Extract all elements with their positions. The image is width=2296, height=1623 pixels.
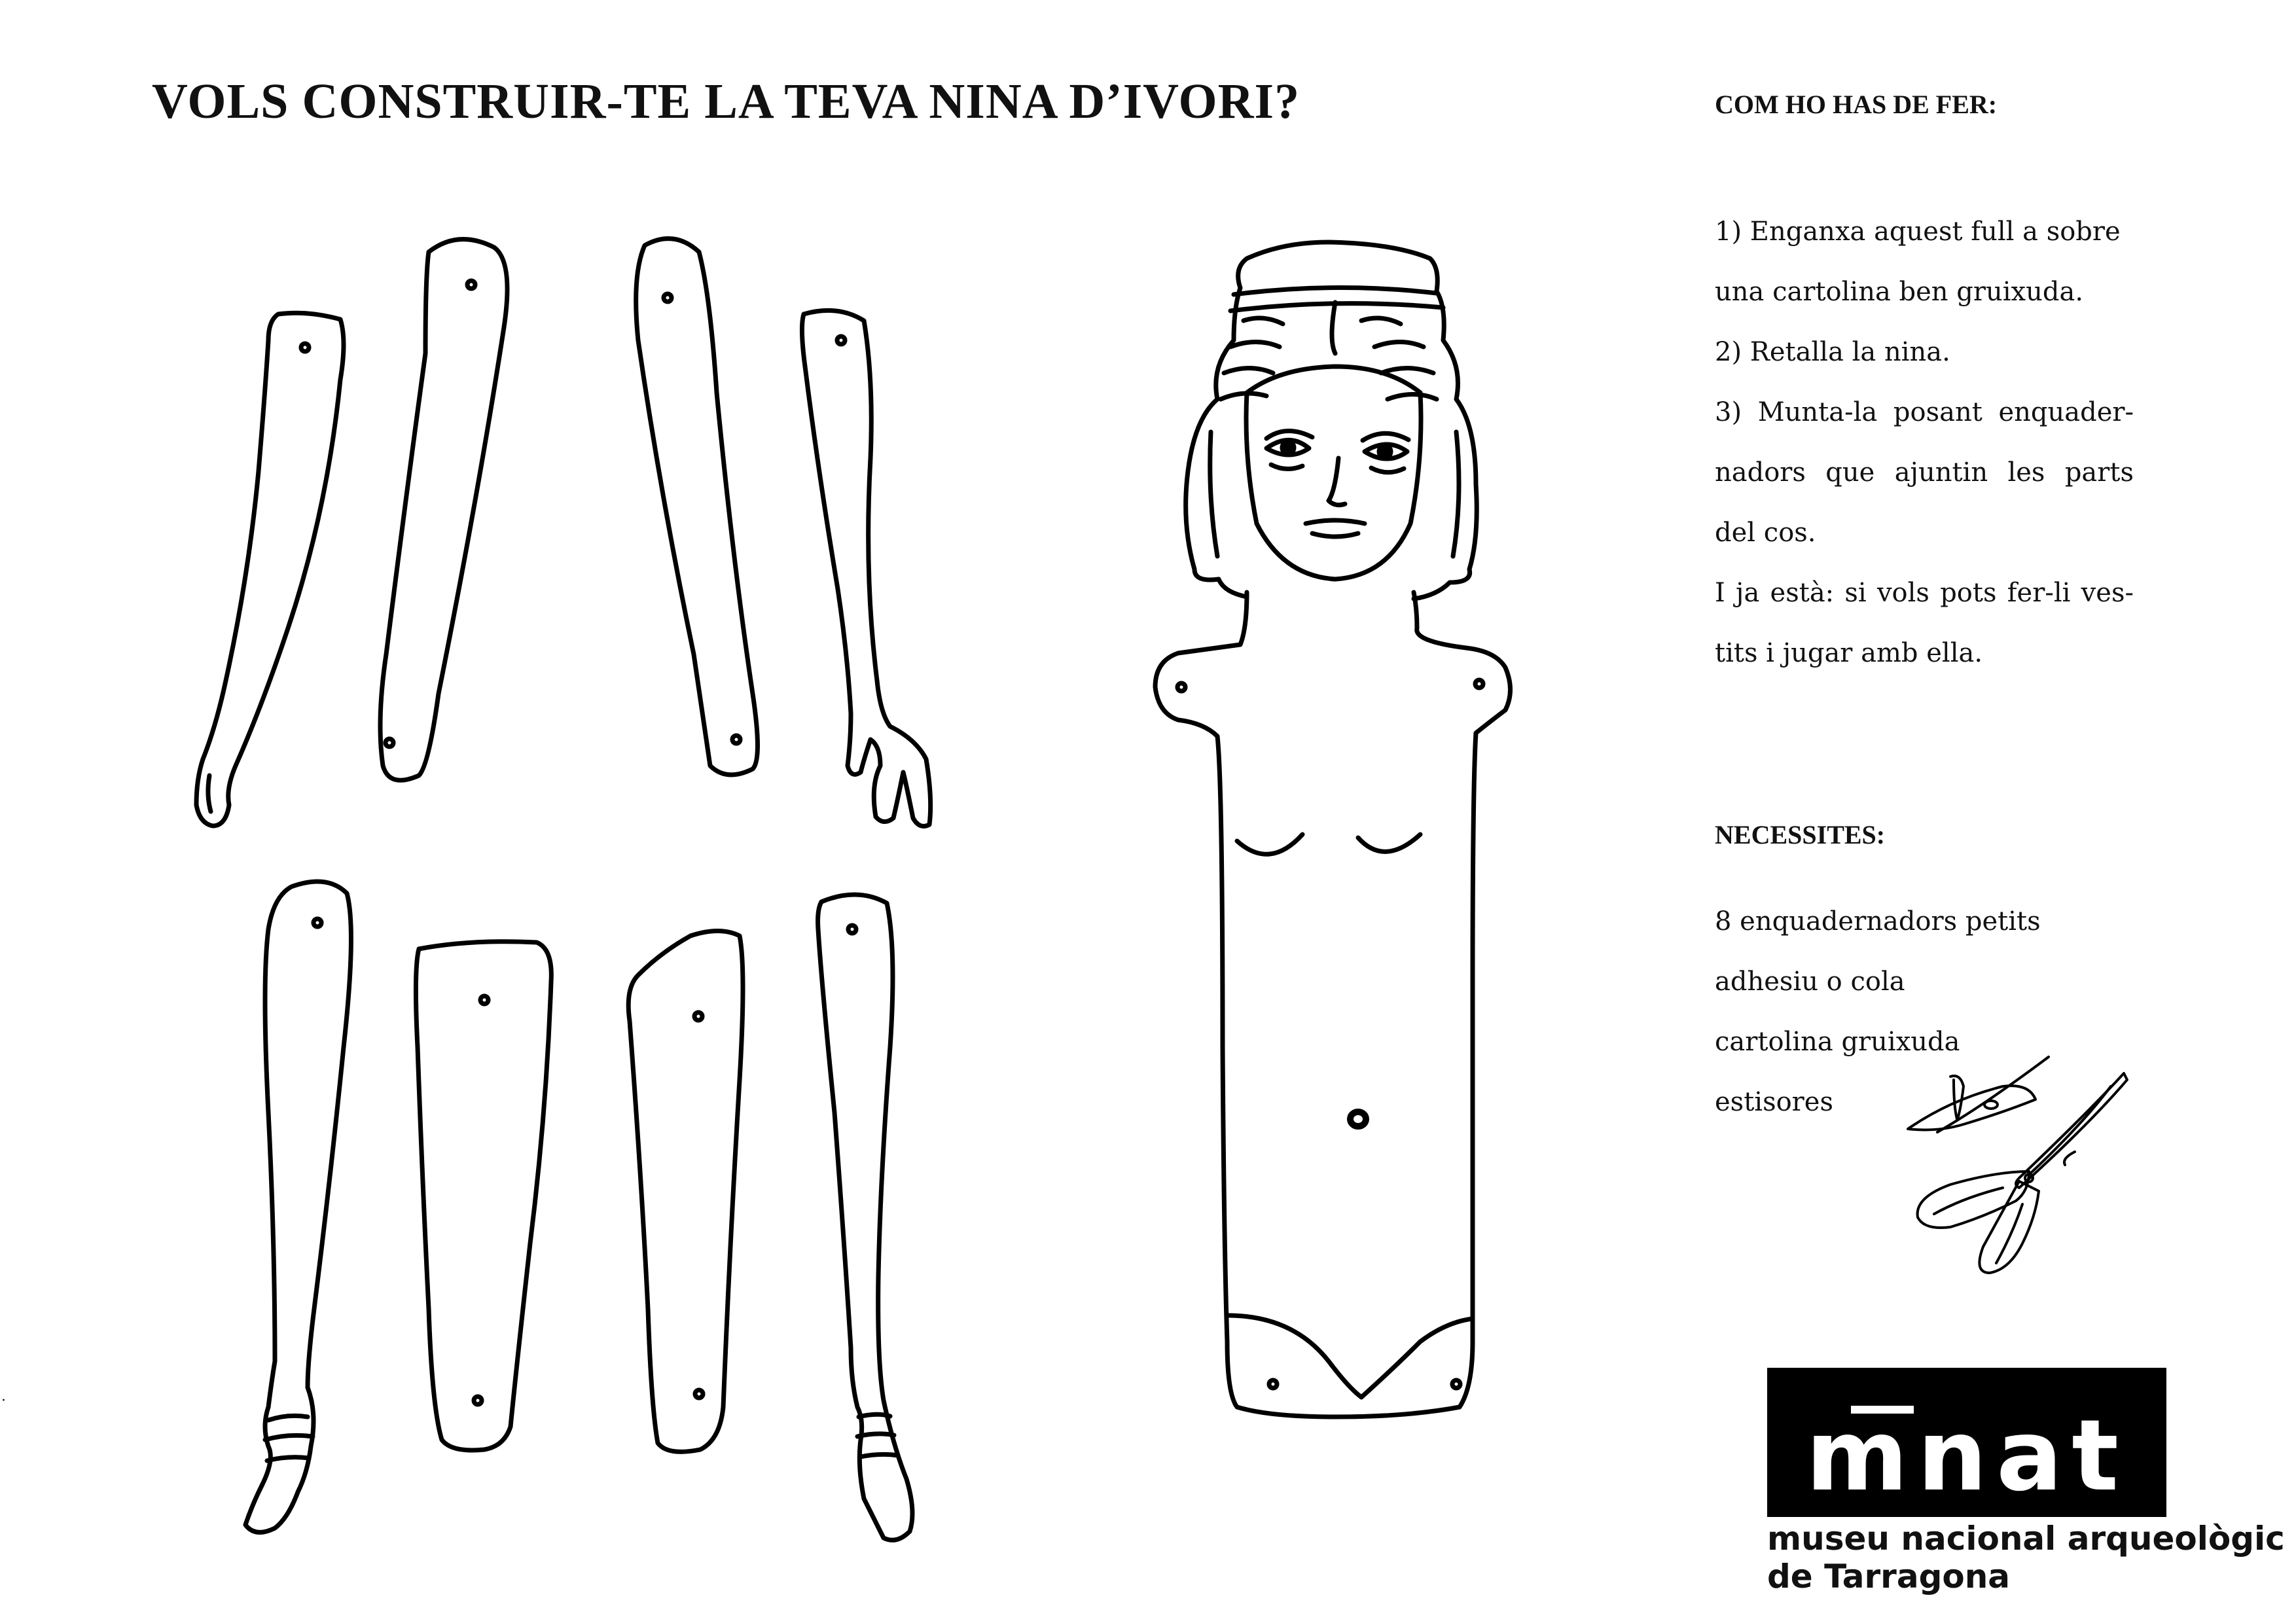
instruction-line: tits i jugar amb ella.: [1715, 638, 1983, 668]
right-upper-arm-piece: [636, 239, 758, 775]
instruction-line: 3) Munta-la posant enquader-: [1715, 397, 2134, 427]
right-forearm-piece: [802, 310, 930, 826]
left-lower-leg-piece: [245, 882, 351, 1532]
left-thigh-piece: [416, 942, 551, 1450]
material-item: cartolina gruixuda: [1715, 1027, 1960, 1057]
page-title: VOLS CONSTRUIR-TE LA TEVA NINA D’IVORI?: [152, 74, 1300, 129]
material-item: adhesiu o cola: [1715, 967, 1905, 997]
right-lower-leg-piece: [818, 895, 912, 1540]
stray-mark: ·: [1, 1393, 6, 1409]
logo-caption: [1767, 1520, 2285, 1596]
instruction-line: del cos.: [1715, 518, 1816, 548]
instruction-line: una cartolina ben gruixuda.: [1715, 277, 2084, 307]
right-thigh-piece: [628, 931, 743, 1452]
left-upper-arm-piece: [380, 240, 507, 781]
scissors-icon: [1908, 1057, 2127, 1273]
instruction-line: 2) Retalla la nina.: [1715, 337, 1950, 367]
left-forearm-piece: [196, 313, 344, 826]
instruction-line: I ja està: si vols pots fer-li ves-: [1715, 578, 2134, 608]
instruction-line: 1) Enganxa aquest full a sobre: [1715, 217, 2121, 247]
instruction-line: nadors que ajuntin les parts: [1715, 457, 2134, 488]
material-item: estisores: [1715, 1087, 1833, 1117]
doll-body-piece: [1155, 242, 1511, 1417]
materials-heading: NECESSITES:: [1715, 820, 1886, 849]
logo-caption-line2: de Tarragona: [1767, 1558, 2011, 1596]
material-item: 8 enquadernadors petits: [1715, 906, 2041, 936]
logo-wordmark: mnat: [1805, 1399, 2128, 1513]
museum-logo: [1767, 1368, 2166, 1517]
instructions-heading: COM HO HAS DE FER:: [1715, 90, 1998, 119]
logo-caption-line1: museu nacional arqueològic: [1767, 1520, 2285, 1558]
